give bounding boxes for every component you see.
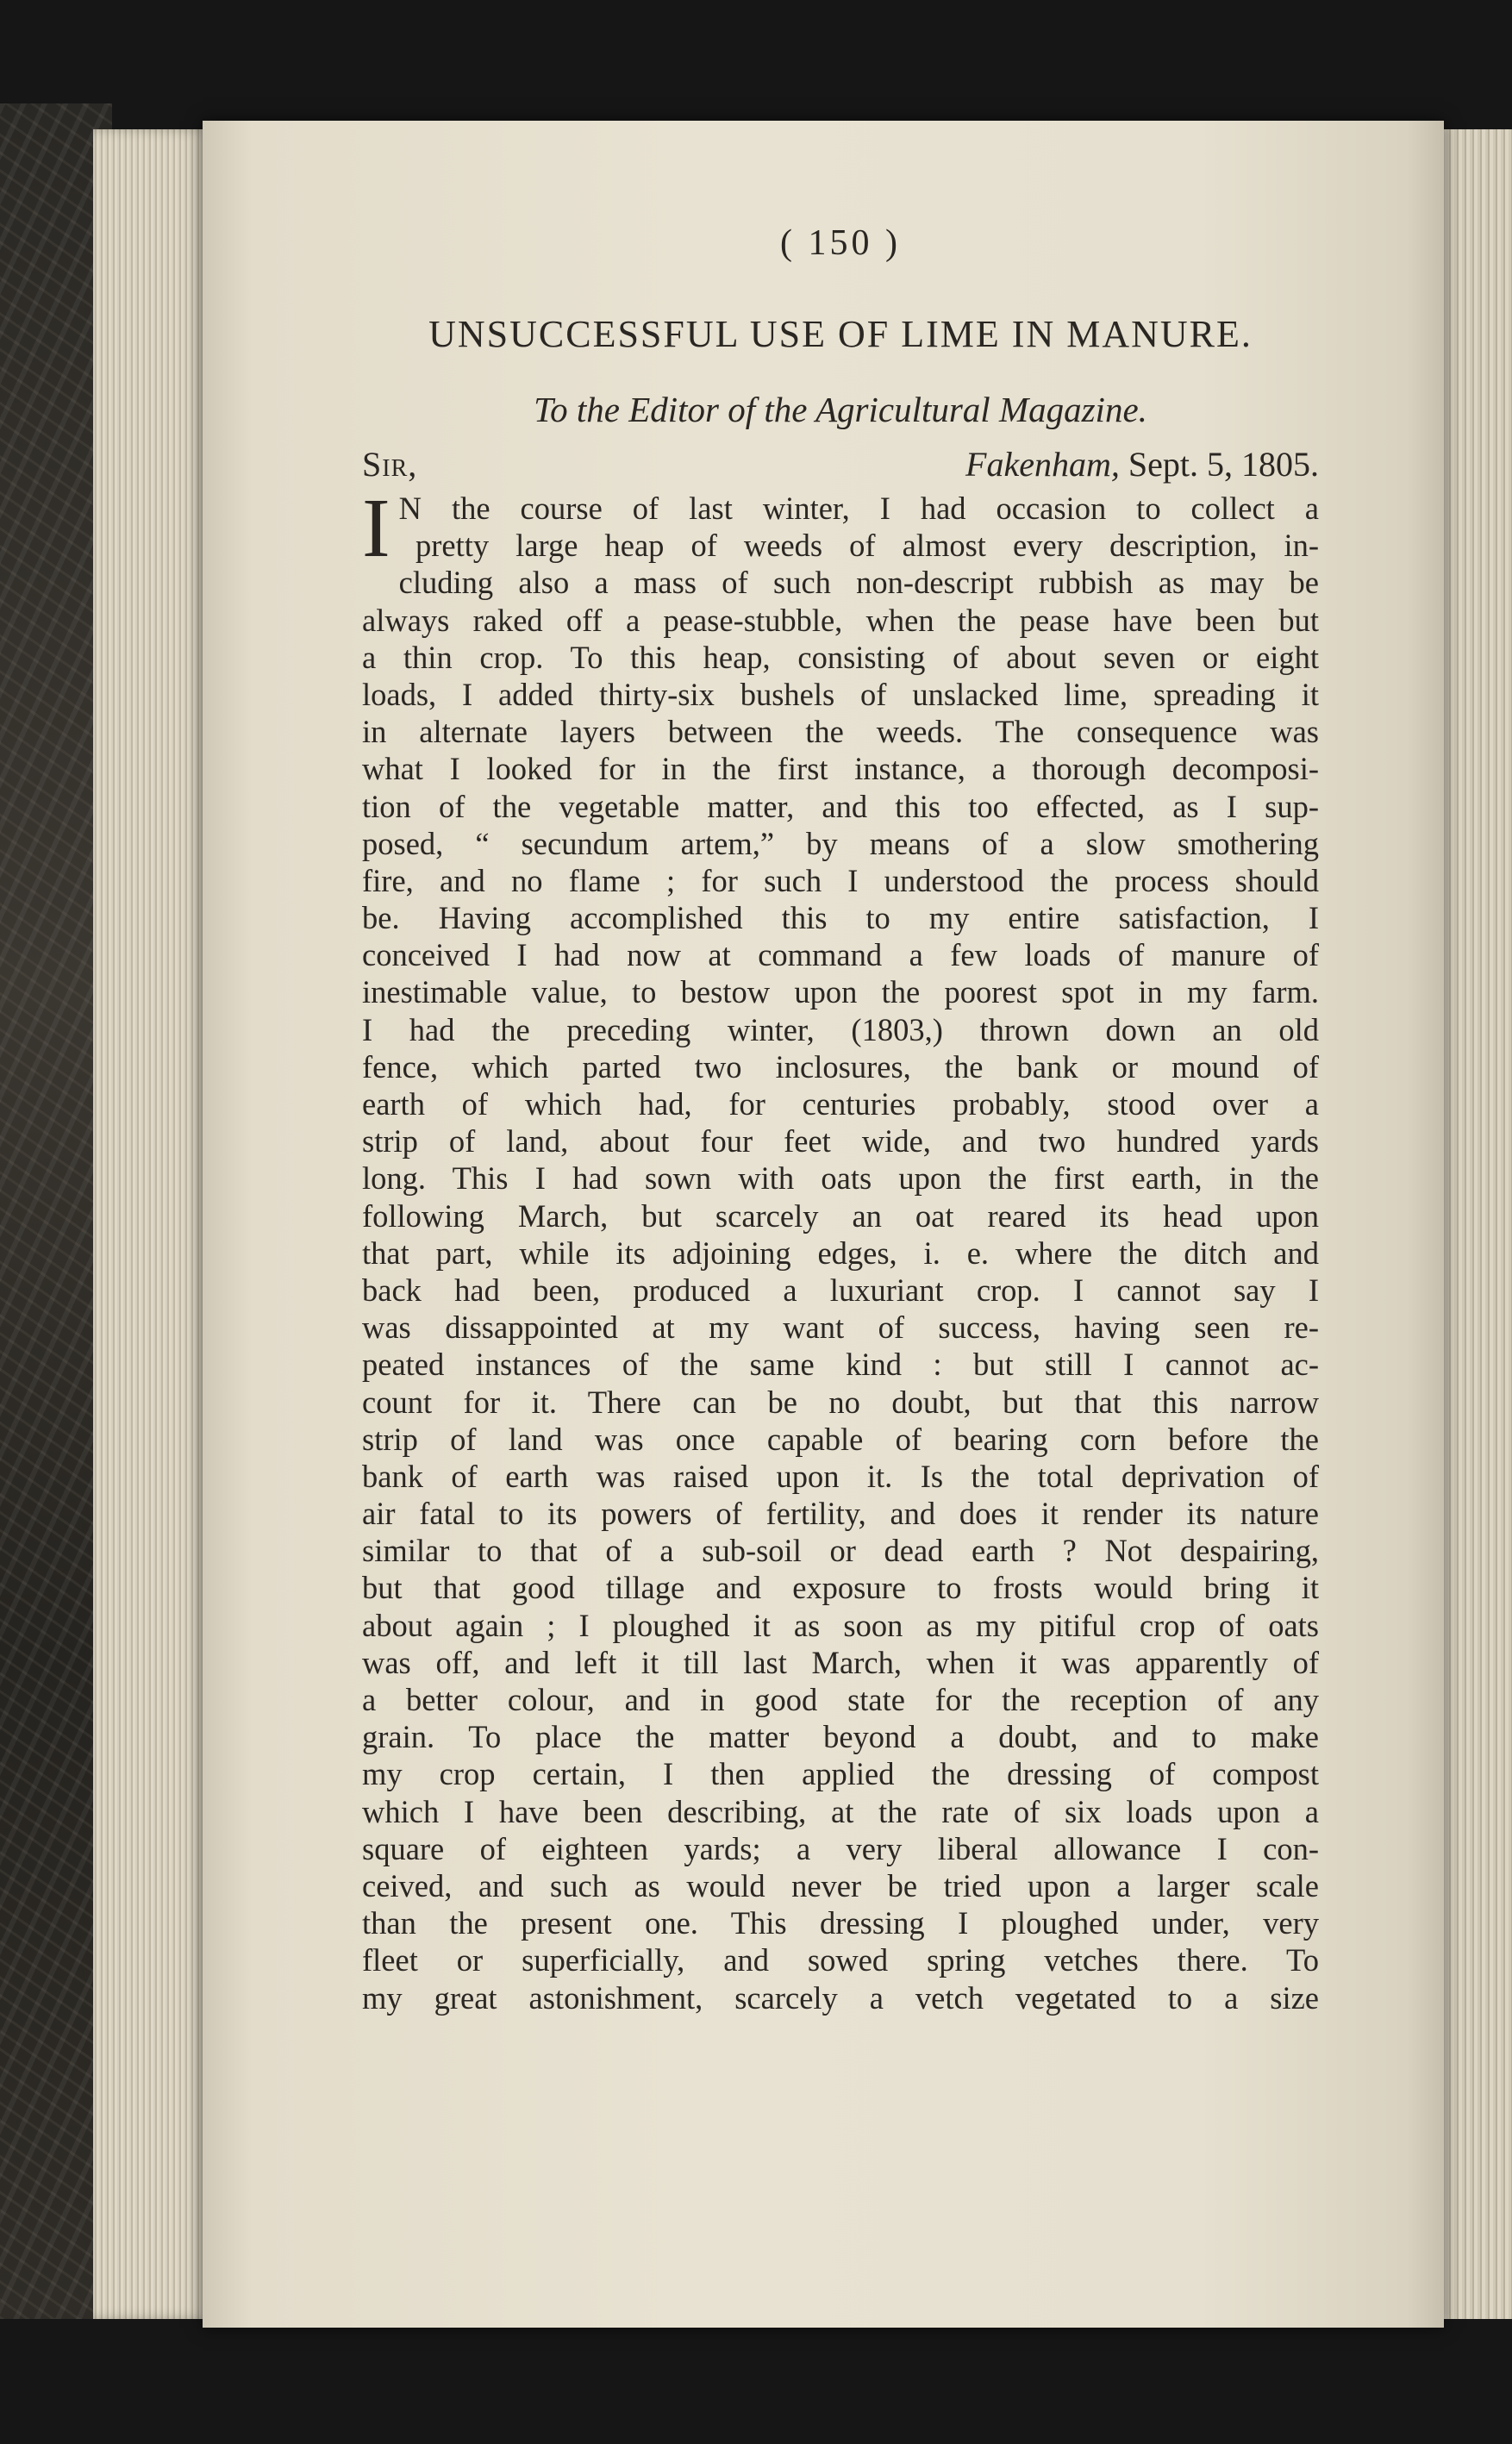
text-line: strip of land, about four feet wide, and two hundred yards	[362, 1123, 1319, 1159]
text-line: a thin crop. To this heap, consisting of about seven or eight	[362, 639, 1319, 675]
text-line: my great astonishment, scarcely a vetch vegetated to a size	[362, 1979, 1319, 2016]
text-line: count for it. There can be no doubt, but that this narrow	[362, 1384, 1319, 1420]
text-line: earth of which had, for centuries probably, stood over a	[362, 1086, 1319, 1122]
text-line: inestimable value, to bestow upon the poorest spot in my farm.	[362, 974, 1319, 1010]
text-line: air fatal to its powers of fertility, and does it render its nature	[362, 1496, 1319, 1532]
text-line: was dissappointed at my want of success, having seen re-	[362, 1310, 1319, 1346]
text-line: be. Having accomplished this to my entire satisfaction, I	[362, 900, 1319, 936]
text-line: which I have been describing, at the rate of six loads upon a	[362, 1793, 1319, 1829]
text-line: what I looked for in the first instance, a thorough decomposi-	[362, 751, 1319, 787]
place-date	[965, 444, 1319, 484]
text-line: than the present one. This dressing I ploughed under, very	[362, 1905, 1319, 1941]
text-line: back had been, produced a luxuriant crop. I cannot say I	[362, 1272, 1319, 1308]
text-line: that part, while its adjoining edges, i. e. where the ditch and	[362, 1235, 1319, 1271]
text-line: tion of the vegetable matter, and this too effected, as I sup-	[362, 788, 1319, 824]
text-line: long. This I had sown with oats upon the first earth, in the	[362, 1160, 1319, 1197]
text-line: but that good tillage and exposure to frosts would bring it	[362, 1570, 1319, 1606]
date: Sept. 5, 1805.	[1128, 445, 1319, 484]
text-line: peated instances of the same kind : but still I cannot ac-	[362, 1347, 1319, 1383]
text-line: following March, but scarcely an oat reared its head upon	[362, 1197, 1319, 1234]
text-line: I had the preceding winter, (1803,) thrown down an old	[362, 1011, 1319, 1047]
place: Fakenham,	[965, 445, 1120, 484]
text-line: bank of earth was raised upon it. Is the total deprivation of	[362, 1458, 1319, 1494]
text-line: ceived, and such as would never be tried upon a larger scale	[362, 1867, 1319, 1903]
text-line: N the course of last winter, I had occasion to collect a	[398, 491, 1319, 526]
text-line: cluding also a mass of such non-descript rubbish as may be	[398, 565, 1319, 601]
text-line: similar to that of a sub-soil or dead earth ? Not despairing,	[362, 1533, 1319, 1569]
page-text	[362, 222, 1319, 2016]
text-line: in alternate layers between the weeds. The consequence was	[362, 714, 1319, 750]
text-line: about again ; I ploughed it as soon as my pitiful crop of oats	[362, 1607, 1319, 1643]
text-line: grain. To place the matter beyond a doubt, and to make	[362, 1719, 1319, 1755]
text-line: posed, “ secundum artem,” by means of a slow smothering	[362, 825, 1319, 861]
page-edges-left	[93, 129, 214, 2319]
text-line: my crop certain, I then applied the dressing of compost	[362, 1756, 1319, 1792]
dateline	[362, 444, 1319, 484]
text-line: fire, and no flame ; for such I understood the process should	[362, 862, 1319, 898]
letter-body	[362, 482, 1319, 2016]
article-title: UNSUCCESSFUL USE OF LIME IN MANURE.	[428, 313, 1253, 355]
text-line: pretty large heap of weeds of almost every description, in-	[415, 528, 1319, 564]
article-subtitle: To the Editor of the Agricultural Magazine.	[534, 390, 1147, 429]
text-line: square of eighteen yards; a very liberal allowance I con-	[362, 1830, 1319, 1866]
text-line: fence, which parted two inclosures, the bank or mound of	[362, 1048, 1319, 1084]
drop-cap: I	[362, 482, 390, 575]
text-line: was off, and left it till last March, when it was apparently of	[362, 1644, 1319, 1680]
page-number: ( 150 )	[780, 223, 901, 263]
text-line: strip of land was once capable of bearing corn before the	[362, 1421, 1319, 1457]
text-line: conceived I had now at command a few loads of manure of	[362, 937, 1319, 973]
text-line: fleet or superficially, and sowed spring vetches there. To	[362, 1942, 1319, 1978]
salutation: Sir,	[362, 445, 418, 484]
text-line: always raked off a pease-stubble, when the pease have been but	[362, 602, 1319, 638]
text-line: a better colour, and in good state for the reception of any	[362, 1682, 1319, 1717]
text-line: loads, I added thirty-six bushels of unslacked lime, spreading it	[362, 676, 1319, 712]
